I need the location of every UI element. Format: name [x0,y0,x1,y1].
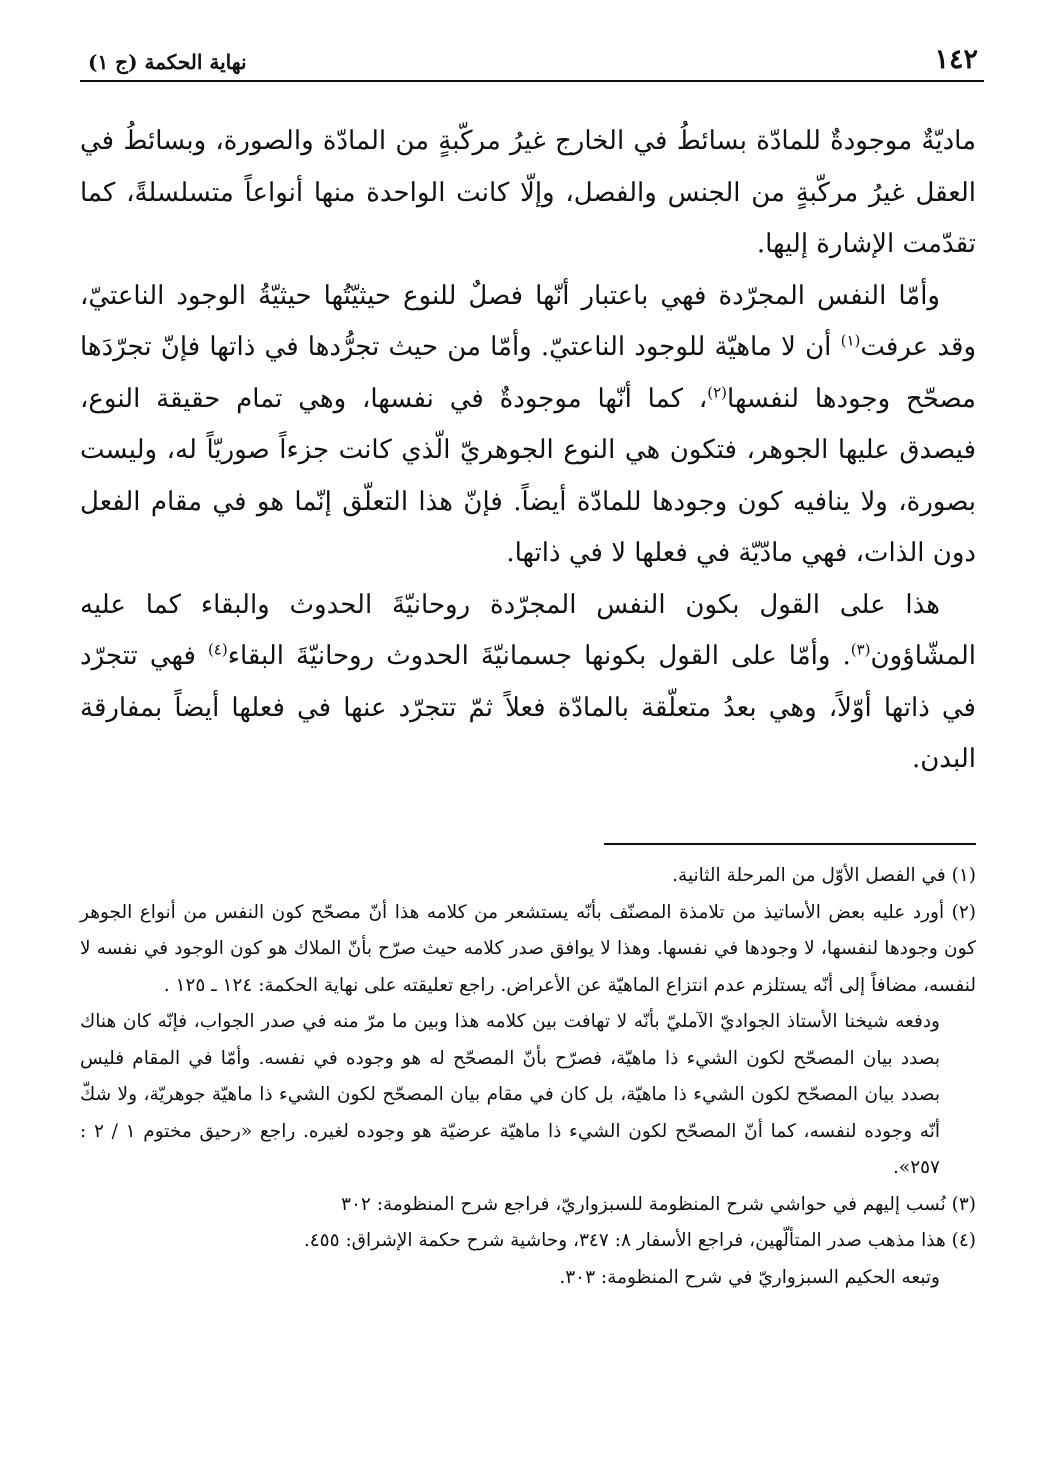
footnote: (٣) نُسب إليهم في حواشي شرح المنظومة للسبزواريّ، فراجع شرح المنظومة: ٣٠٢ [341,1193,976,1215]
running-title: نهاية الحكمة (ج ١) [88,50,247,74]
footnotes [80,858,976,1296]
footnote: (٢) أورد عليه بعض الأساتيذ من تلامذة المصنّف بأنّه يستشعر من كلامه هذا أنّ مصحّح كون النفس من أنواع الجوهر كون وجودها لنفسها، لا وجودها في نفسها. وهذا لا يوافق صدر كلامه حيث صرّح بأنّ الملاك هو كون الوجود في نفسه لا لنفسه، مضافاً إلى أنّه يستلزم عدم انتزاع الماهيّة عن الأعراض. راجع تعليقته على نهاية الحكمة: ١٢٤ ـ ١٢٥ . [80,901,976,996]
footnote-separator [604,843,976,845]
paragraph: ماديّةٌ موجودةٌ للمادّة بسائطُ في الخارج غيرُ مركّبةٍ من المادّة والصورة، وبسائطُ في العقل غيرُ مركّبةٍ من الجنس والفصل، وإلّا كانت الواحدة منها أنواعاً متسلسلةً، كما تقدّمت الإشارة إليها. [80,126,976,259]
main-text [80,116,976,786]
paragraph: وأمّا النفس المجرّدة فهي باعتبار أنّها فصلٌ للنوع حيثيّتُها حيثيّةُ الوجود الناعتيّ، وقد عرفت$^{(١)}$ أن لا ماهيّة للوجود الناعتيّ. وأمّا من حيث تجرُّدها في ذاتها فإنّ تجرّدَها مصحّح وجودها لنفسها$^{(٢)}$، كما أنّها موجودةٌ في نفسها، وهي تمام حقيقة النوع، فيصدق عليها الجوهر، فتكون هي النوع الجوهريّ الّذي كانت جزءاً صوريّاً له، وليست بصورة، ولا ينافيه كون وجودها للمادّة أيضاً. فإنّ هذا التعلّق إنّما هو في مقام الفعل دون الذات، فهي مادّيّة في فعلها لا في ذاتها. [80,280,976,568]
footnote: (١) في الفصل الأوّل من المرحلة الثانية. [672,865,976,886]
footnote-ref[interactable]: (٣) [850,640,871,659]
footnote-continuation: ودفعه شيخنا الأستاذ الجواديّ الآمليّ بأنّه لا تهافت بين كلامه هذا وبين ما مرّ منه في صدر الجواب، فإنّه كان هناك بصدد بيان المصحّح لكون الشيء ذا ماهيّة، فصرّح بأنّ المصحّح له هو وجوده في نفسه. وأمّا في المقام فليس بصدد بيان المصحّح لكون الشيء ذا ماهيّة، بل كان في مقام بيان المصحّح لكون الشيء ذا ماهيّة جوهريّة، ولا شكّ أنّه وجوده لنفسه، كما أنّ المصحّح لكون الشيء ذا ماهيّة عرضيّة هو وجوده لغيره. راجع «رحيق مختوم ١ / ٢ : ٢٥٧». [80,1011,940,1178]
paragraph: هذا على القول بكون النفس المجرّدة روحانيّةَ الحدوث والبقاء كما عليه المشّاؤون$^{(٣)}$. وأمّا على القول بكونها جسمانيّةَ الحدوث روحانيّةَ البقاء$^{(٤)}$ فهي تتجرّد في ذاتها أوّلاً، وهي بعدُ متعلّقة بالمادّة فعلاً ثمّ تتجرّد عنها في فعلها أيضاً بمفارقة البدن. [80,589,976,774]
footnote: (٤) هذا مذهب صدر المتألّهين، فراجع الأسفار ٨: ٣٤٧، وحاشية شرح حكمة الإشراق: ٤٥٥. [303,1230,976,1251]
footnote-ref[interactable]: (٢) [707,382,728,401]
footnote-ref[interactable]: (١) [840,331,861,350]
footnote-ref[interactable]: (٤) [207,640,228,659]
header-rule [80,80,984,82]
page-number: ١٤٢ [934,44,978,75]
footnote-continuation: وتبعه الحكيم السبزواريّ في شرح المنظومة: ٣٠٣. [559,1266,940,1288]
